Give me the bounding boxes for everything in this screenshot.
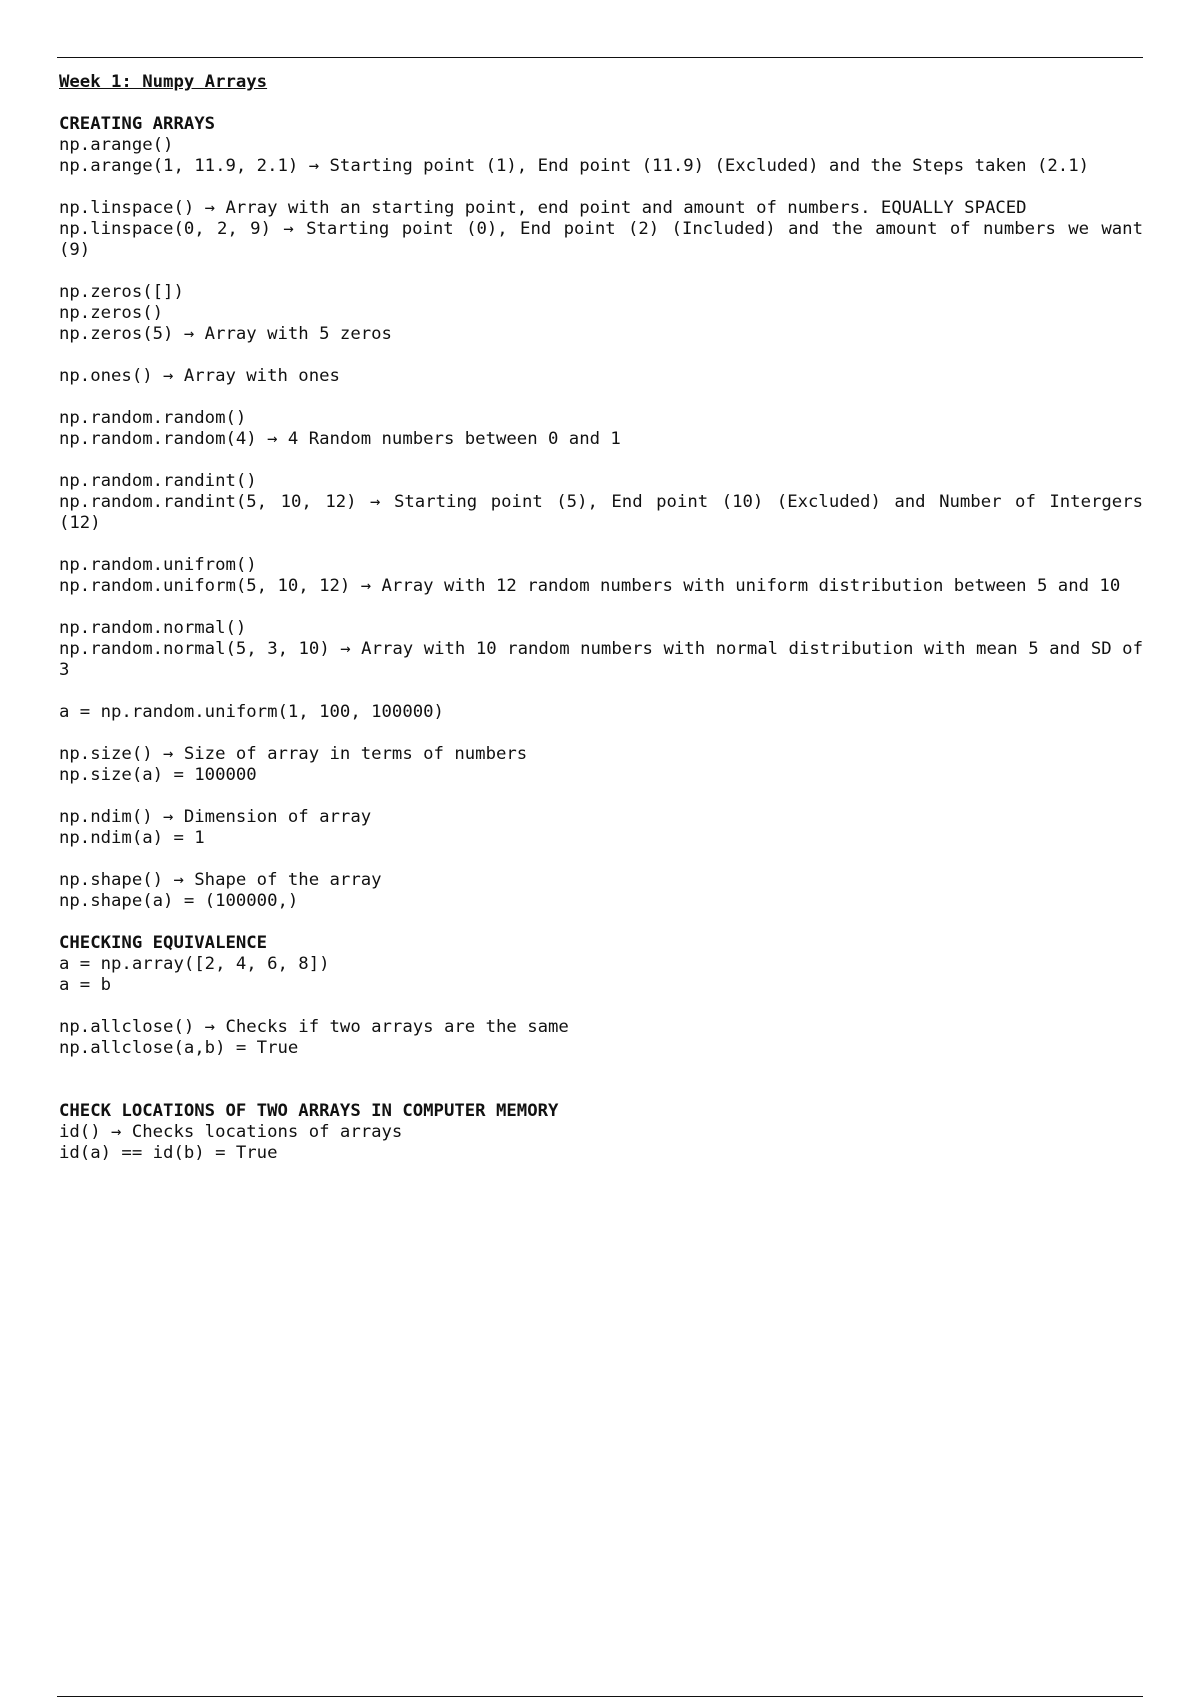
note-block-zeros	[59, 282, 1143, 345]
note-line: np.arange()	[59, 135, 174, 155]
note-line: np.arange(1, 11.9, 2.1) → Starting point (1), End point (11.9) (Excluded) and the Steps taken (2.1)	[59, 156, 1090, 176]
note-line: np.linspace(0, 2, 9) → Starting point (0), End point (2) (Included) and the amount of numbers we want (9)	[59, 219, 1143, 260]
note-block-linspace	[59, 198, 1143, 261]
note-line: np.ndim(a) = 1	[59, 828, 205, 848]
note-block-uniform	[59, 555, 1143, 597]
note-block-array	[59, 954, 1143, 996]
note-line: np.linspace() → Array with an starting point, end point and amount of numbers. EQUALLY SPACED	[59, 198, 1027, 218]
note-line: np.zeros([])	[59, 282, 184, 302]
note-line: a = np.array([2, 4, 6, 8])	[59, 954, 330, 974]
note-block-size	[59, 744, 1143, 786]
bottom-rule	[57, 1696, 1143, 1697]
note-line: np.shape(a) = (100000,)	[59, 891, 299, 911]
note-block-normal	[59, 618, 1143, 681]
note-line: id() → Checks locations of arrays	[59, 1122, 403, 1142]
note-block-assign-a	[59, 702, 1143, 723]
note-line: np.random.unifrom()	[59, 555, 257, 575]
note-line: np.random.random(4) → 4 Random numbers between 0 and 1	[59, 429, 621, 449]
document-body	[59, 72, 1143, 1185]
note-block-ndim	[59, 807, 1143, 849]
note-line: np.allclose() → Checks if two arrays are the same	[59, 1017, 569, 1037]
note-line: np.random.randint(5, 10, 12) → Starting point (5), End point (10) (Excluded) and Number of Intergers (12)	[59, 492, 1143, 533]
note-block-random	[59, 408, 1143, 450]
section-heading-checking-equivalence: CHECKING EQUIVALENCE	[59, 933, 268, 953]
note-line: a = b	[59, 975, 112, 995]
note-line: np.size() → Size of array in terms of numbers	[59, 744, 528, 764]
note-block-ones	[59, 366, 1143, 387]
note-line: np.zeros()	[59, 303, 164, 323]
note-line: np.random.normal()	[59, 618, 247, 638]
note-line: np.random.uniform(5, 10, 12) → Array with 12 random numbers with uniform distribution between 5 and 10	[59, 576, 1121, 596]
note-line: np.random.normal(5, 3, 10) → Array with 10 random numbers with normal distribution with mean 5 and SD of 3	[59, 639, 1143, 680]
note-line: np.size(a) = 100000	[59, 765, 257, 785]
spacer	[59, 1080, 1143, 1101]
note-line: a = np.random.uniform(1, 100, 100000)	[59, 702, 444, 722]
note-line: id(a) == id(b) = True	[59, 1143, 278, 1163]
note-block-randint	[59, 471, 1143, 534]
note-block-allclose	[59, 1017, 1143, 1059]
note-block-id	[59, 1122, 1143, 1164]
note-line: np.ndim() → Dimension of array	[59, 807, 372, 827]
page-title: Week 1: Numpy Arrays	[59, 72, 268, 92]
section-heading-check-locations: CHECK LOCATIONS OF TWO ARRAYS IN COMPUTER MEMORY	[59, 1101, 559, 1121]
top-rule	[57, 57, 1143, 58]
note-line: np.random.random()	[59, 408, 247, 428]
note-block-arange	[59, 135, 1143, 177]
note-line: np.random.randint()	[59, 471, 257, 491]
note-line: np.ones() → Array with ones	[59, 366, 340, 386]
note-line: np.zeros(5) → Array with 5 zeros	[59, 324, 392, 344]
section-heading-creating-arrays: CREATING ARRAYS	[59, 114, 216, 134]
note-line: np.shape() → Shape of the array	[59, 870, 382, 890]
note-line: np.allclose(a,b) = True	[59, 1038, 299, 1058]
note-block-shape	[59, 870, 1143, 912]
